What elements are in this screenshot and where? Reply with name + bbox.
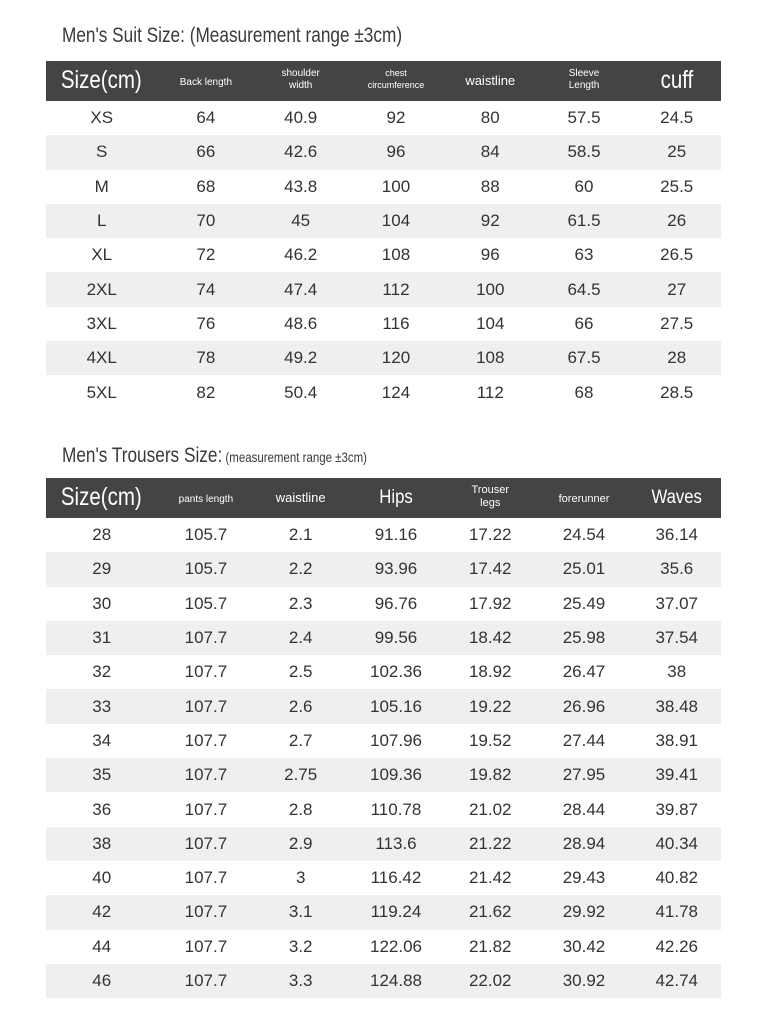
- measurement-cell: 37.07: [655, 593, 698, 613]
- measurement-cell: 28.44: [562, 799, 606, 819]
- table-row: [46, 518, 721, 552]
- measurement-cell: 40.34: [632, 827, 721, 861]
- suit-size-title: [62, 24, 402, 48]
- measurement-cell: 63: [574, 245, 594, 265]
- trousers-header-trouser-legs: Trouser legs: [445, 478, 536, 518]
- measurement-cell: 42.74: [632, 964, 721, 998]
- size-cell: 32: [92, 662, 112, 682]
- measurement-cell: 19.22: [445, 689, 536, 723]
- measurement-cell: 116: [382, 313, 410, 333]
- measurement-cell: 100: [445, 272, 536, 306]
- suit-title-main: Men's Suit Size:: [62, 24, 185, 47]
- size-cell: M: [94, 176, 109, 196]
- trousers-title-sub: (measurement range ±3cm): [222, 449, 368, 465]
- size-cell: 4XL: [46, 341, 157, 375]
- measurement-cell: 19.82: [445, 758, 536, 792]
- measurement-cell: 41.78: [632, 895, 721, 929]
- measurement-cell: 112: [476, 382, 504, 402]
- measurement-cell: 40.9: [284, 108, 318, 128]
- measurement-cell: 35.6: [632, 552, 721, 586]
- measurement-cell: 17.22: [468, 525, 512, 545]
- size-cell: 44: [92, 936, 112, 956]
- measurement-cell: 30.92: [536, 964, 633, 998]
- table-row: [46, 827, 721, 861]
- measurement-cell: 3.3: [254, 964, 347, 998]
- measurement-cell: 28: [632, 341, 721, 375]
- measurement-cell: 28.5: [660, 382, 694, 402]
- measurement-cell: 50.4: [284, 382, 318, 402]
- measurement-cell: 96: [480, 245, 500, 265]
- table-row: [46, 204, 721, 238]
- size-cell: 40: [92, 868, 112, 888]
- measurement-cell: 2.75: [254, 758, 347, 792]
- measurement-cell: 25.49: [562, 593, 606, 613]
- suit-header-size: Size(cm): [46, 61, 157, 101]
- measurement-cell: 105.7: [157, 552, 254, 586]
- measurement-cell: 66: [574, 313, 594, 333]
- size-cell: 5XL: [86, 382, 117, 402]
- measurement-cell: 80: [480, 108, 500, 128]
- trousers-title-main: Men's Trousers Size:: [62, 444, 223, 467]
- measurement-cell: 36.14: [655, 525, 698, 545]
- size-cell: 3XL: [86, 313, 117, 333]
- measurement-cell: 72: [196, 245, 216, 265]
- measurement-cell: 107.7: [157, 827, 254, 861]
- measurement-cell: 2.6: [254, 689, 347, 723]
- measurement-cell: 27.95: [536, 758, 633, 792]
- measurement-cell: 120: [347, 341, 445, 375]
- table-row: [46, 861, 721, 895]
- table-row: [46, 170, 721, 204]
- size-cell: 38: [46, 827, 157, 861]
- measurement-cell: 107.7: [184, 662, 228, 682]
- measurement-cell: 93.96: [347, 552, 445, 586]
- measurement-cell: 96.76: [374, 593, 418, 613]
- trousers-table-body: [46, 518, 721, 998]
- measurement-cell: 27.44: [562, 730, 606, 750]
- measurement-cell: 124: [381, 382, 411, 402]
- measurement-cell: 25.01: [536, 552, 633, 586]
- trousers-table-header: [46, 478, 721, 518]
- table-row: [46, 895, 721, 929]
- measurement-cell: 2.1: [288, 525, 313, 545]
- suit-header-back-length: Back length: [157, 61, 254, 101]
- measurement-cell: 2.8: [288, 799, 313, 819]
- measurement-cell: 107.7: [157, 964, 254, 998]
- measurement-cell: 68: [574, 382, 594, 402]
- size-cell: L: [46, 204, 157, 238]
- measurement-cell: 107.7: [157, 895, 254, 929]
- measurement-cell: 24.54: [562, 525, 606, 545]
- table-row: [46, 930, 721, 964]
- measurement-cell: 107.7: [157, 689, 254, 723]
- measurement-cell: 18.42: [445, 621, 536, 655]
- measurement-cell: 92: [386, 108, 406, 128]
- measurement-cell: 3.2: [288, 936, 313, 956]
- trousers-header-size: Size(cm): [46, 478, 157, 518]
- measurement-cell: 107.7: [184, 936, 228, 956]
- measurement-cell: 26.5: [660, 245, 694, 265]
- measurement-cell: 76: [196, 313, 216, 333]
- size-cell: 29: [46, 552, 157, 586]
- measurement-cell: 57.5: [567, 108, 601, 128]
- measurement-cell: 116.42: [370, 868, 422, 888]
- trousers-header-waves: Waves: [632, 478, 721, 518]
- measurement-cell: 3: [295, 868, 306, 888]
- suit-size-table: [46, 61, 721, 410]
- trousers-header-hips: Hips: [347, 478, 445, 518]
- size-cell: 31: [46, 621, 157, 655]
- measurement-cell: 61.5: [536, 204, 633, 238]
- measurement-cell: 25.5: [660, 176, 694, 196]
- size-cell: XL: [91, 245, 113, 265]
- size-cell: 2XL: [46, 272, 157, 306]
- table-row: [46, 587, 721, 621]
- measurement-cell: 29.92: [536, 895, 633, 929]
- size-cell: 30: [92, 593, 112, 613]
- trousers-size-table: [46, 478, 721, 998]
- measurement-cell: 3.1: [254, 895, 347, 929]
- measurement-cell: 122.06: [369, 936, 422, 956]
- table-row: [46, 758, 721, 792]
- table-row: [46, 272, 721, 306]
- measurement-cell: 113.6: [347, 827, 445, 861]
- measurement-cell: 22.02: [445, 964, 536, 998]
- table-row: [46, 964, 721, 998]
- measurement-cell: 38.48: [632, 689, 721, 723]
- trousers-header-waistline: waistline: [254, 478, 347, 518]
- suit-header-sleeve-length: Sleeve Length: [536, 61, 633, 101]
- measurement-cell: 104: [347, 204, 445, 238]
- measurement-cell: 107.7: [157, 621, 254, 655]
- measurement-cell: 102.36: [369, 662, 422, 682]
- measurement-cell: 27.5: [660, 313, 694, 333]
- measurement-cell: 104: [476, 313, 505, 333]
- measurement-cell: 107.7: [184, 799, 228, 819]
- measurement-cell: 48.6: [284, 313, 318, 333]
- table-row: [46, 655, 721, 689]
- measurement-cell: 2.4: [254, 621, 347, 655]
- measurement-cell: 60: [574, 176, 594, 196]
- measurement-cell: 42.26: [655, 936, 698, 956]
- size-cell: S: [46, 135, 157, 169]
- table-row: [46, 724, 721, 758]
- measurement-cell: 25: [632, 135, 721, 169]
- measurement-cell: 19.52: [468, 730, 512, 750]
- measurement-cell: 2.5: [288, 662, 313, 682]
- size-cell: 34: [92, 730, 112, 750]
- measurement-cell: 105.16: [347, 689, 445, 723]
- measurement-cell: 21.42: [468, 868, 512, 888]
- measurement-cell: 119.24: [347, 895, 445, 929]
- measurement-cell: 107.7: [184, 730, 228, 750]
- measurement-cell: 37.54: [632, 621, 721, 655]
- measurement-cell: 105.7: [184, 593, 228, 613]
- measurement-cell: 109.36: [347, 758, 445, 792]
- measurement-cell: 107.7: [157, 758, 254, 792]
- trousers-header-pants-length: pants length: [157, 478, 254, 518]
- suit-header-chest: chest circumference: [347, 61, 445, 101]
- measurement-cell: 107.96: [369, 730, 422, 750]
- measurement-cell: 2.9: [254, 827, 347, 861]
- measurement-cell: 38: [667, 662, 687, 682]
- measurement-cell: 21.82: [468, 936, 512, 956]
- measurement-cell: 91.16: [374, 525, 418, 545]
- measurement-cell: 49.2: [254, 341, 347, 375]
- measurement-cell: 2.3: [288, 593, 313, 613]
- table-row: [46, 375, 721, 409]
- size-cell: XS: [90, 108, 114, 128]
- measurement-cell: 67.5: [536, 341, 633, 375]
- suit-table-header: [46, 61, 721, 101]
- measurement-cell: 84: [445, 135, 536, 169]
- table-row: [46, 621, 721, 655]
- measurement-cell: 112: [347, 272, 445, 306]
- measurement-cell: 108: [381, 245, 411, 265]
- measurement-cell: 38.91: [655, 730, 698, 750]
- measurement-cell: 96: [347, 135, 445, 169]
- suit-table-body: [46, 101, 721, 410]
- measurement-cell: 82: [196, 382, 216, 402]
- measurement-cell: 29.43: [562, 868, 606, 888]
- measurement-cell: 27: [632, 272, 721, 306]
- measurement-cell: 21.62: [445, 895, 536, 929]
- measurement-cell: 58.5: [536, 135, 633, 169]
- measurement-cell: 2.2: [254, 552, 347, 586]
- table-row: [46, 792, 721, 826]
- measurement-cell: 26: [632, 204, 721, 238]
- measurement-cell: 99.56: [347, 621, 445, 655]
- measurement-cell: 21.02: [468, 799, 512, 819]
- table-row: [46, 552, 721, 586]
- table-row: [46, 238, 721, 272]
- measurement-cell: 92: [445, 204, 536, 238]
- measurement-cell: 74: [157, 272, 254, 306]
- size-cell: 35: [46, 758, 157, 792]
- measurement-cell: 105.7: [184, 525, 228, 545]
- measurement-cell: 100: [381, 176, 411, 196]
- measurement-cell: 21.22: [445, 827, 536, 861]
- measurement-cell: 64.5: [536, 272, 633, 306]
- measurement-cell: 68: [196, 176, 216, 196]
- measurement-cell: 39.41: [632, 758, 721, 792]
- measurement-cell: 78: [157, 341, 254, 375]
- measurement-cell: 17.92: [468, 593, 512, 613]
- suit-header-waistline: waistline: [445, 61, 536, 101]
- measurement-cell: 26.96: [536, 689, 633, 723]
- suit-header-cuff: cuff: [632, 61, 721, 101]
- measurement-cell: 70: [157, 204, 254, 238]
- size-cell: 46: [46, 964, 157, 998]
- size-cell: 42: [46, 895, 157, 929]
- measurement-cell: 46.2: [284, 245, 318, 265]
- table-row: [46, 689, 721, 723]
- trousers-header-forerunner: forerunner: [536, 478, 633, 518]
- measurement-cell: 43.8: [284, 176, 318, 196]
- table-row: [46, 135, 721, 169]
- suit-title-sub: (Measurement range ±3cm): [184, 24, 403, 47]
- measurement-cell: 24.5: [660, 108, 694, 128]
- measurement-cell: 17.42: [445, 552, 536, 586]
- measurement-cell: 108: [445, 341, 536, 375]
- measurement-cell: 64: [196, 108, 216, 128]
- trousers-size-title: [62, 444, 367, 468]
- size-cell: 36: [92, 799, 112, 819]
- measurement-cell: 39.87: [655, 799, 698, 819]
- measurement-cell: 40.82: [655, 868, 698, 888]
- measurement-cell: 66: [157, 135, 254, 169]
- measurement-cell: 2.7: [288, 730, 313, 750]
- measurement-cell: 88: [480, 176, 500, 196]
- measurement-cell: 26.47: [562, 662, 606, 682]
- table-row: [46, 341, 721, 375]
- measurement-cell: 42.6: [254, 135, 347, 169]
- measurement-cell: 107.7: [184, 868, 228, 888]
- measurement-cell: 30.42: [562, 936, 606, 956]
- suit-header-shoulder-width: shoulder width: [254, 61, 347, 101]
- measurement-cell: 110.78: [370, 799, 422, 819]
- measurement-cell: 124.88: [347, 964, 445, 998]
- size-cell: 33: [46, 689, 157, 723]
- size-cell: 28: [92, 525, 112, 545]
- measurement-cell: 25.98: [536, 621, 633, 655]
- table-row: [46, 307, 721, 341]
- measurement-cell: 47.4: [254, 272, 347, 306]
- measurement-cell: 45: [254, 204, 347, 238]
- table-row: [46, 101, 721, 135]
- measurement-cell: 28.94: [536, 827, 633, 861]
- measurement-cell: 18.92: [468, 662, 512, 682]
